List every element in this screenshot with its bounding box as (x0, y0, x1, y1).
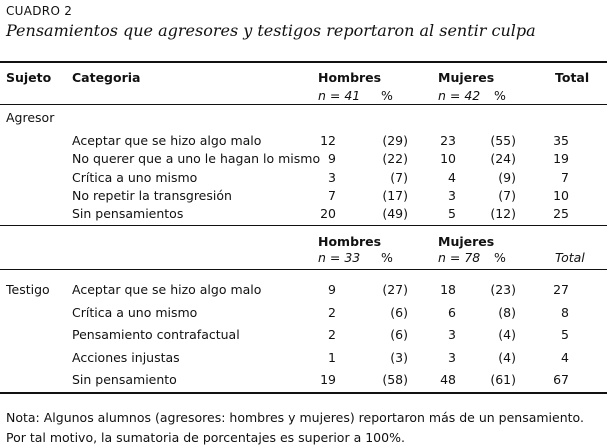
row-category: Sin pensamiento (72, 372, 177, 388)
header-total: Total (555, 70, 590, 85)
header-pct-hombres: % (381, 88, 393, 103)
header2-pct-mujeres: % (494, 250, 506, 265)
row-mujeres-pct: (23) (490, 282, 516, 297)
header-n-mujeres: n = 42 (438, 88, 481, 103)
row-total: 19 (553, 151, 569, 167)
row-mujeres-pct: (7) (498, 187, 516, 203)
row-mujeres-n: 48 (440, 372, 456, 388)
row-hombres-pct: (6) (390, 304, 408, 320)
row-category: Aceptar que se hizo algo malo (72, 133, 262, 148)
row-hombres-pct: (49) (382, 206, 408, 222)
row-hombres-n: 12 (320, 133, 336, 148)
row-mujeres-n: 4 (448, 169, 456, 185)
header-sujeto: Sujeto (6, 70, 52, 85)
table-note: Nota: Algunos alumnos (agresores: hombres y mujeres) reportaron más de un pensamiento. Por tal motivo, la sumatoria de porcentajes es superior a 100%. (6, 410, 584, 445)
row-hombres-n: 9 (328, 151, 336, 167)
row-mujeres-pct: (12) (490, 206, 516, 222)
row-category: No querer que a uno le hagan lo mismo (72, 151, 321, 167)
row-hombres-pct: (7) (390, 169, 408, 185)
row-category: No repetir la transgresión (72, 187, 232, 203)
group-label-testigo: Testigo (6, 282, 50, 297)
header2-total: Total (555, 250, 585, 265)
row-mujeres-pct: (4) (498, 327, 516, 343)
row-total: 35 (553, 133, 569, 148)
row-total: 4 (561, 349, 569, 365)
row-mujeres-pct: (24) (490, 151, 516, 167)
row-mujeres-n: 3 (448, 187, 456, 203)
table-label: CUADRO 2 (6, 4, 73, 18)
row-hombres-n: 2 (328, 327, 336, 343)
row-hombres-pct: (29) (382, 133, 408, 148)
row-mujeres-pct: (8) (498, 304, 516, 320)
row-mujeres-pct: (55) (490, 133, 516, 148)
header-rule (0, 104, 607, 105)
row-mujeres-pct: (61) (490, 372, 516, 388)
row-total: 8 (561, 304, 569, 320)
row-mujeres-n: 3 (448, 349, 456, 365)
row-total: 25 (553, 206, 569, 222)
row-hombres-pct: (6) (390, 327, 408, 343)
row-category: Acciones injustas (72, 349, 180, 365)
row-category: Aceptar que se hizo algo malo (72, 282, 262, 297)
row-hombres-n: 20 (320, 206, 336, 222)
row-hombres-n: 3 (328, 169, 336, 185)
section-rule (0, 225, 607, 226)
row-hombres-n: 1 (328, 349, 336, 365)
row-total: 27 (553, 282, 569, 297)
row-mujeres-n: 23 (440, 133, 456, 148)
header-n-hombres: n = 41 (318, 88, 361, 103)
row-hombres-pct: (27) (382, 282, 408, 297)
row-hombres-n: 7 (328, 187, 336, 203)
header-hombres: Hombres (318, 70, 382, 85)
row-hombres-pct: (17) (382, 187, 408, 203)
row-total: 67 (553, 372, 569, 388)
header-pct-mujeres: % (494, 88, 506, 103)
header-categoria: Categoria (72, 70, 141, 85)
top-rule (0, 61, 607, 63)
header-mujeres: Mujeres (438, 70, 495, 85)
bottom-rule (0, 392, 607, 394)
row-hombres-pct: (22) (382, 151, 408, 167)
row-category: Crítica a uno mismo (72, 169, 198, 185)
header2-mujeres: Mujeres (438, 234, 495, 249)
row-mujeres-n: 18 (440, 282, 456, 297)
row-mujeres-pct: (4) (498, 349, 516, 365)
row-mujeres-pct: (9) (498, 169, 516, 185)
row-mujeres-n: 3 (448, 327, 456, 343)
row-mujeres-n: 10 (440, 151, 456, 167)
row-mujeres-n: 6 (448, 304, 456, 320)
row-total: 10 (553, 187, 569, 203)
row-total: 5 (561, 327, 569, 343)
header2-n-mujeres: n = 78 (438, 250, 481, 265)
header2-rule (0, 269, 607, 270)
row-mujeres-n: 5 (448, 206, 456, 222)
row-hombres-pct: (3) (390, 349, 408, 365)
header2-n-hombres: n = 33 (318, 250, 361, 265)
group-label-agresor: Agresor (6, 110, 55, 125)
row-hombres-n: 2 (328, 304, 336, 320)
row-hombres-pct: (58) (382, 372, 408, 388)
table-title: Pensamientos que agresores y testigos reportaron al sentir culpa (6, 21, 536, 40)
row-total: 7 (561, 169, 569, 185)
row-category: Crítica a uno mismo (72, 304, 198, 320)
row-category: Sin pensamientos (72, 206, 184, 222)
header2-hombres: Hombres (318, 234, 382, 249)
header2-pct-hombres: % (381, 250, 393, 265)
row-category: Pensamiento contrafactual (72, 327, 240, 343)
row-hombres-n: 9 (328, 282, 336, 297)
row-hombres-n: 19 (320, 372, 336, 388)
